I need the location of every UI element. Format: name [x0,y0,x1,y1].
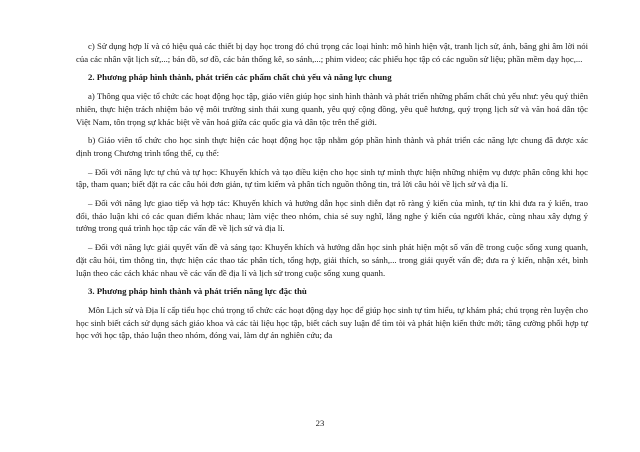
page-body [76,40,588,342]
paragraph-general-competencies: b) Giáo viên tổ chức cho học sinh thực hiện các hoạt động học tập nhằm góp phần hình thành và phát triển các năng lực chung đã được xác định trong Chương trình tổng thể, cụ thể: [76,135,588,158]
section-heading-3: 3. Phương pháp hình thành và phát triển năng lực đặc thù [88,286,307,297]
paragraph-qualities: a) Thông qua việc tổ chức các hoạt động học tập, giáo viên giúp học sinh hình thành và phát triển những phẩm chất chủ yếu như: yêu quý thiên nhiên, thực hiện trách nhiệm bảo vệ môi trường sinh thái xung quanh, yêu quý cộng đồng, yêu quê hương, quý trọng lịch sử và văn hoá dân tộc Việt Nam, tôn trọng sự khác biệt về văn hoá giữa các quốc gia và dân tộc trên thế giới. [76,91,588,127]
page-number: 23 [315,418,325,428]
paragraph-teaching-equipment: c) Sử dụng hợp lí và có hiệu quả các thiết bị dạy học trong đó chú trọng các loại hình: mô hình hiện vật, tranh lịch sử, ảnh, băng ghi âm lời nói của các nhân vật lịch sử,...; bản đồ, sơ đồ, các bản thống kê, so sánh,...; phim video; các phiếu học tập có các nguồn sử liệu; phần mềm dạy học,... [76,41,588,64]
bullet-communication: – Đối với năng lực giao tiếp và hợp tác: Khuyến khích và hướng dẫn học sinh diễn đạt rõ ràng ý kiến của mình, tự tin khi đưa ra ý kiến, trao đổi, thảo luận khi có các quan điểm khác nhau; làm việc theo nhóm, chia sẻ suy nghĩ, lắng nghe ý kiến của người khác, cùng nhau xây dựng ý tưởng trong quá trình học tập các vấn đề về lịch sử và địa lí. [76,198,588,234]
section-heading-2: 2. Phương pháp hình thành, phát triển các phẩm chất chủ yếu và năng lực chung [88,72,392,83]
bullet-self-study: – Đối với năng lực tự chủ và tự học: Khuyến khích và tạo điều kiện cho học sinh tự mình thực hiện những nhiệm vụ được phân công khi học tập, tham quan; biết đặt ra các câu hỏi đơn giản, tự tìm kiếm và phân tích nguồn thông tin, trả lời câu hỏi về lịch sử và địa lí. [76,166,588,190]
bullet-problem-solving: – Đối với năng lực giải quyết vấn đề và sáng tạo: Khuyến khích và hướng dẫn học sinh phát hiện một số vấn đề trong cuộc sống xung quanh, đặt câu hỏi, tìm thông tin, thực hiện các thao tác phân tích, tổng hợp, giải thích, so sánh,... trong giải quyết vấn đề; đưa ra ý kiến, nhận xét, bình luận theo các cách khác nhau về các vấn đề địa lí và lịch sử trong cuộc sống xung quanh. [76,242,588,278]
paragraph-specific-competencies: Môn Lịch sử và Địa lí cấp tiểu học chú trọng tổ chức các hoạt động dạy học để giúp học sinh tự tìm hiểu, tự khám phá; chú trọng rèn luyện cho học sinh biết cách sử dụng sách giáo khoa và các tài liệu học tập, biết cách suy luận để tìm tòi và phát hiện kiến thức mới; tăng cường phối hợp tự học với học tập, thảo luận theo nhóm, đóng vai, làm dự án nghiên cứu; đa [76,304,588,341]
